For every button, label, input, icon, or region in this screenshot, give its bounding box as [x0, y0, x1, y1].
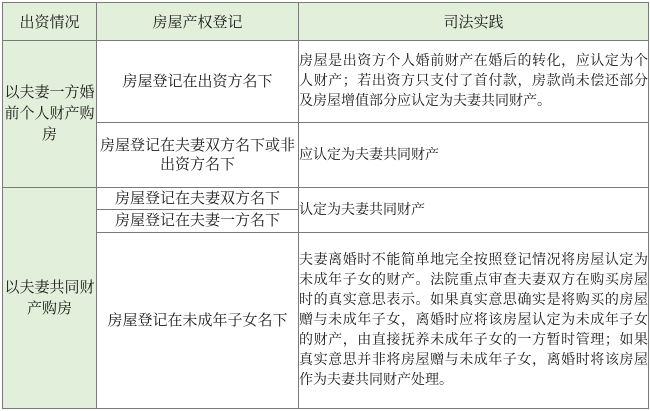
- header-practice: 司法实践: [299, 3, 649, 41]
- registration-cell: 房屋登记在夫妻一方名下: [97, 210, 299, 233]
- property-table: [2, 2, 649, 409]
- practice-cell: 认定为夫妻共同财产: [299, 187, 649, 232]
- group-joint-property: 以夫妻共同财产购房: [3, 187, 97, 408]
- practice-cell: 房屋是出资方个人婚前财产在婚后的转化，应认定为个人财产；若出资方只支付了首付款，房款尚未偿还部分及房屋增值部分应认定为夫妻共同财产。: [299, 40, 649, 122]
- practice-cell: 应认定为夫妻共同财产: [299, 122, 649, 187]
- registration-cell: 房屋登记在出资方名下: [97, 40, 299, 122]
- registration-cell: 房屋登记在夫妻双方名下或非出资方名下: [97, 122, 299, 187]
- table-row: [3, 122, 649, 187]
- table-row: [3, 40, 649, 122]
- header-registration: 房屋产权登记: [97, 3, 299, 41]
- header-row: [3, 3, 649, 41]
- header-funding: 出资情况: [3, 3, 97, 41]
- registration-cell: 房屋登记在未成年子女名下: [97, 232, 299, 408]
- group-premarital: 以夫妻一方婚前个人财产购房: [3, 40, 97, 187]
- registration-cell: 房屋登记在夫妻双方名下: [97, 187, 299, 210]
- table-row: [3, 232, 649, 408]
- practice-cell: 夫妻离婚时不能简单地完全按照登记情况将房屋认定为未成年子女的财产。法院重点审查夫妻双方在购买房屋时的真实意思表示。如果真实意思确实是将购买的房屋赠与未成年子女，离婚时应将该房屋认定为未成年子女的财产，由直接抚养未成年子女的一方暂时管理；如果真实意思并非将房屋赠与未成年子女，离婚时将该房屋作为夫妻共同财产处理。: [299, 232, 649, 408]
- table-row: [3, 187, 649, 210]
